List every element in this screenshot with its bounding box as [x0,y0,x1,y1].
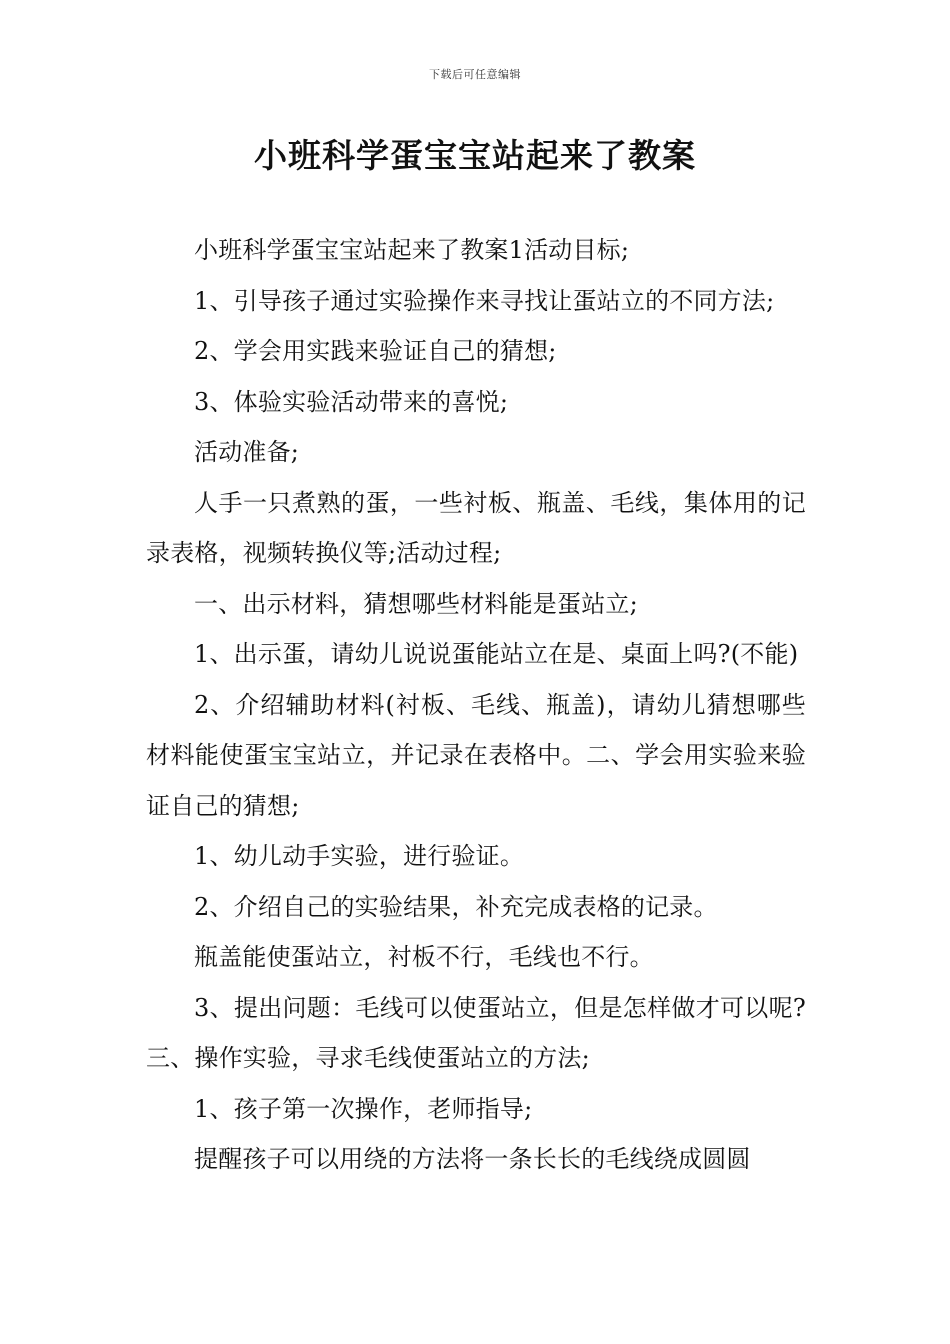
paragraph-step-three-hint: 提醒孩子可以用绕的方法将一条长长的毛线绕成圆圆 [194,1145,751,1173]
paragraph-step-one-2: 2、介绍辅助材料(衬板、毛线、瓶盖)，请幼儿猜想哪些材料能使蛋宝宝站立，并记录在表格中。二、学会用实验来验证自己的猜想; [146,690,806,820]
paragraph-step-two-1: 1、幼儿动手实验，进行验证。 [194,842,525,870]
paragraph-objective-1: 1、引导孩子通过实验操作来寻找让蛋站立的不同方法; [194,286,775,315]
paragraph-step-two-3: 3、提出问题：毛线可以使蛋站立，但是怎样做才可以呢?三、操作实验，寻求毛线使蛋站立的方法; [146,993,806,1072]
page-header-note: 下载后可任意编辑 [429,68,521,81]
paragraph-step-three-1: 1、孩子第一次操作，老师指导; [194,1094,533,1123]
paragraph-preparation-heading: 活动准备; [194,438,300,466]
paragraph-step-one-1: 1、出示蛋，请幼儿说说蛋能站立在是、桌面上吗?(不能) [194,640,799,668]
paragraph-step-two-2: 2、介绍自己的实验结果，补充完成表格的记录。 [194,892,718,921]
document-title: 小班科学蛋宝宝站起来了教案 [254,136,696,175]
paragraph-objective-2: 2、学会用实践来验证自己的猜想; [194,337,557,365]
paragraph-objective-3: 3、体验实验活动带来的喜悦; [194,387,509,416]
document-body [146,225,806,1185]
paragraph-step-two-result: 瓶盖能使蛋站立，衬板不行，毛线也不行。 [194,943,654,971]
paragraph-step-one: 一、出示材料，猜想哪些材料能是蛋站立; [194,589,638,618]
paragraph-intro-objectives: 小班科学蛋宝宝站起来了教案1活动目标; [194,236,630,264]
paragraph-preparation-materials: 人手一只煮熟的蛋，一些衬板、瓶盖、毛线，集体用的记录表格，视频转换仪等;活动过程; [146,488,806,567]
